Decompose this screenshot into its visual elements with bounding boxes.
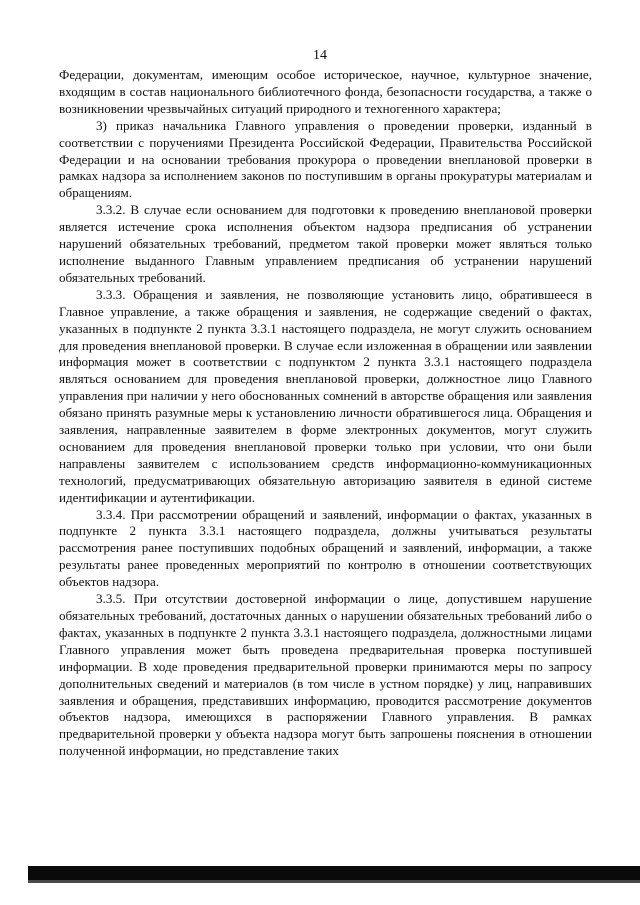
document-body — [59, 67, 592, 760]
page-number: 14 — [313, 48, 327, 63]
paragraph-3-3-5: 3.3.5. При отсутствии достоверной информации о лице, допустившем нарушение обязательных требований, достаточных данных о нарушении обязательных требований либо о фактах, указанных в подпункте 2 пункта 3.3.1 настоящего подраздела, должностными лицами Главного управления может быть проведена предварительная проверка поступившей информации. В ходе проведения предварительной проверки принимаются меры по запросу дополнительных сведений и материалов (в том числе в устном порядке) у лиц, направивших заявления и обращения, представивших информацию, проводится рассмотрение документов объектов надзора, имеющихся в распоряжении Главного управления. В рамках предварительной проверки у объекта надзора могут быть запрошены пояснения в отношении полученной информации, но представление таких — [59, 591, 592, 759]
paragraph-3-3-2: 3.3.2. В случае если основанием для подготовки к проведению внеплановой проверки является истечение срока исполнения объектом надзора предписания об устранении нарушений обязательных требований, предметом такой проверки может являться только исполнение выданного Главным управлением предписания об устранении нарушений обязательных требований. — [59, 202, 592, 285]
scan-edge-shadow — [28, 880, 640, 883]
paragraph-3-3-3: 3.3.3. Обращения и заявления, не позволяющие установить лицо, обратившееся в Главное управление, а также обращения и заявления, не содержащие сведений о фактах, указанных в подпункте 2 пункта 3.3.1 настоящего подраздела, не могут служить основанием для проведения внеплановой проверки. В случае если изложенная в обращении или заявлении информация может в соответствии с подпунктом 2 пункта 3.3.1 настоящего подраздела являться основанием для проведения внеплановой проверки, должностное лицо Главного управления при наличии у него обоснованных сомнений в авторстве обращения или заявления обязано принять разумные меры к установлению личности обратившегося лица. Обращения и заявления, направленные заявителем в форме электронных документов, могут служить основанием для проведения внеплановой проверки только при условии, что они были направлены заявителем с использованием средств информационно-коммуникационных технологий, предусматривающих обязательную авторизацию заявителя в единой системе идентификации и аутентификации. — [59, 286, 592, 505]
paragraph-3-3-4: 3.3.4. При рассмотрении обращений и заявлений, информации о фактах, указанных в подпункте 2 пункта 3.3.1 настоящего подраздела, должны учитываться результаты рассмотрения ранее поступивших подобных обращений и заявлений, информации, а также результаты ранее проведенных мероприятий по контролю в отношении соответствующих объектов надзора. — [59, 506, 592, 590]
scan-edge-bar — [28, 866, 640, 880]
paragraph-item-3: 3) приказ начальника Главного управления о проведении проверки, изданный в соответствии с поручениями Президента Российской Федерации, Правительства Российской Федерации и на основании требования прокурора о проведении внеплановой проверки в рамках надзора за исполнением законов по поступившим в органы прокуратуры материалам и обращениям. — [59, 117, 592, 201]
paragraph-continuation: Федерации, документам, имеющим особое историческое, научное, культурное значение, входящим в состав национального библиотечного фонда, безопасности государства, а также о возникновении чрезвычайных ситуаций природного и техногенного характера; — [59, 67, 592, 116]
